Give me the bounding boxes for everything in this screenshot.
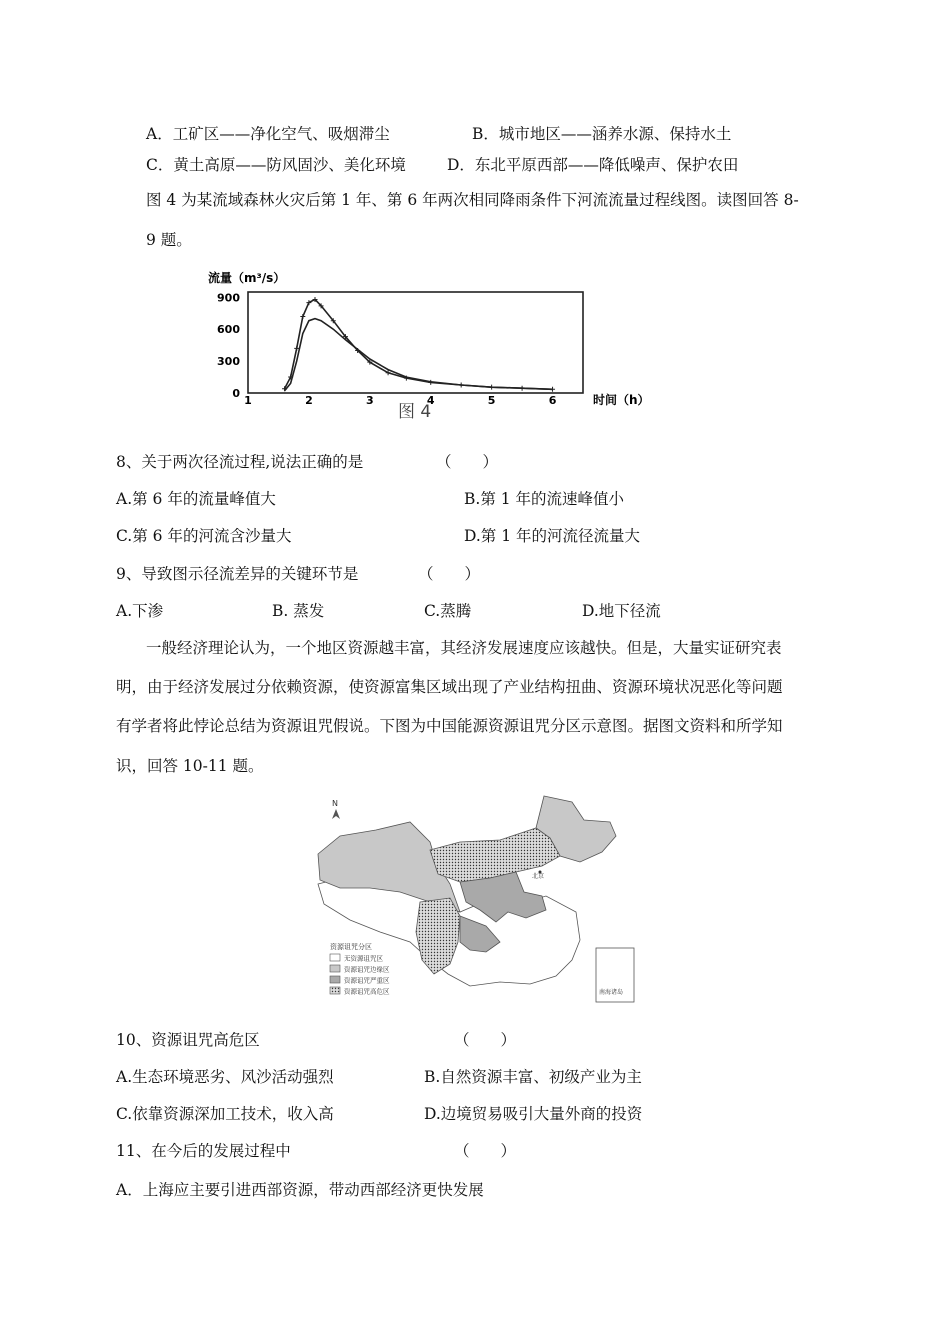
- q10-stem: 10、资源诅咒高危区: [116, 1031, 260, 1049]
- q10-option-a: A.生态环境恶劣、风沙活动强烈: [116, 1068, 334, 1086]
- q9-option-a: A.下渗: [116, 602, 164, 620]
- q7-option-b: B．城市地区——涵养水源、保持水土: [472, 125, 732, 143]
- q10-option-c: C.依靠资源深加工技术，收入高: [116, 1105, 334, 1123]
- q10-option-d: D.边境贸易吸引大量外商的投资: [424, 1105, 643, 1123]
- map-legend-swatch: [330, 976, 340, 983]
- fig4-intro-line2: 9 题。: [146, 231, 192, 249]
- q7-option-c: C．黄土高原——防风固沙、美化环境: [146, 156, 406, 174]
- fig4-series-line-1: [285, 299, 553, 389]
- q9-option-c: C.蒸腾: [424, 602, 472, 620]
- q9-stem: 9、导致图示径流差异的关键环节是: [116, 565, 359, 583]
- map-legend-swatch: [330, 954, 340, 961]
- q8-option-c: C.第 6 年的河流含沙量大: [116, 527, 292, 545]
- fig4-y-axis-label: 流量（m³/s）: [208, 271, 286, 285]
- map-legend-title: 资源诅咒分区: [330, 943, 372, 951]
- north-arrow-icon: [332, 799, 340, 819]
- fig4-y-tick-label: 600: [217, 323, 240, 337]
- fig4-x-tick-label: 6: [548, 394, 557, 407]
- map-legend-label: 资源诅咒严重区: [344, 976, 390, 985]
- fig4-series-point: [300, 314, 305, 319]
- fig4-x-tick-label: 4: [426, 394, 435, 407]
- passage-line4: 识，回答 10-11 题。: [116, 757, 264, 775]
- fig4-x-tick-label: 2: [305, 394, 313, 407]
- passage-line3: 有学者将此悖论总结为资源诅咒假说。下图为中国能源资源诅咒分区示意图。据图文资料和所学知: [116, 717, 783, 735]
- q7-option-a: A．工矿区——净化空气、吸烟滞尘: [146, 125, 390, 143]
- china-resource-curse-map: [310, 792, 640, 1008]
- passage-line2: 明，由于经济发展过分依赖资源，使资源富集区域出现了产业结构扭曲、资源环境状况恶化等问题: [116, 678, 783, 696]
- fig4-caption: 图 4: [398, 402, 432, 420]
- q9-paren: （ ）: [418, 565, 481, 583]
- q8-option-b: B.第 1 年的流速峰值小: [464, 490, 625, 508]
- svg-text:北京: 北京: [532, 873, 545, 880]
- q9-option-b: B. 蒸发: [272, 602, 325, 620]
- fig4-y-tick-label: 300: [217, 355, 240, 369]
- fig4-y-tick-label: 0: [232, 387, 240, 400]
- q8-paren: （ ）: [436, 453, 499, 471]
- map-legend-label: 无资源诅咒区: [344, 954, 383, 963]
- q11-paren: （ ）: [454, 1142, 517, 1160]
- map-legend-label: 资源诅咒边缘区: [344, 965, 390, 974]
- map-legend-swatch: [330, 965, 340, 972]
- q11-stem: 11、在今后的发展过程中: [116, 1142, 291, 1160]
- figure4-chart: [200, 262, 680, 420]
- q10-option-b: B.自然资源丰富、初级产业为主: [424, 1068, 642, 1086]
- q10-paren: （ ）: [454, 1031, 517, 1049]
- q8-stem: 8、关于两次径流过程,说法正确的是: [116, 453, 364, 471]
- fig4-series-line-2: [285, 319, 553, 391]
- fig4-x-axis-label: 时间（h）: [593, 393, 650, 407]
- q7-option-d: D．东北平原西部——降低噪声、保护农田: [447, 156, 739, 174]
- q9-option-d: D.地下径流: [582, 602, 661, 620]
- fig4-intro-line1: 图 4 为某流域森林火灾后第 1 年、第 6 年两次相同降雨条件下河流流量过程线图。读图回答 8-: [146, 191, 799, 209]
- q8-option-d: D.第 1 年的河流径流量大: [464, 527, 641, 545]
- fig4-x-tick-label: 3: [365, 394, 374, 407]
- svg-text:N: N: [332, 799, 338, 808]
- fig4-x-tick-label: 5: [487, 394, 496, 407]
- passage-line1: 一般经济理论认为，一个地区资源越丰富，其经济发展速度应该越快。但是，大量实证研究表: [146, 639, 782, 657]
- q8-option-a: A.第 6 年的流量峰值大: [116, 490, 276, 508]
- fig4-x-tick-label: 1: [244, 394, 252, 407]
- map-legend-label: 资源诅咒高危区: [344, 987, 390, 996]
- south-sea-inset-label: 南海诸岛: [599, 989, 624, 996]
- map-legend-swatch: [330, 987, 340, 994]
- q11-option-a: A．上海应主要引进西部资源，带动西部经济更快发展: [116, 1181, 484, 1199]
- fig4-y-tick-label: 900: [217, 291, 240, 305]
